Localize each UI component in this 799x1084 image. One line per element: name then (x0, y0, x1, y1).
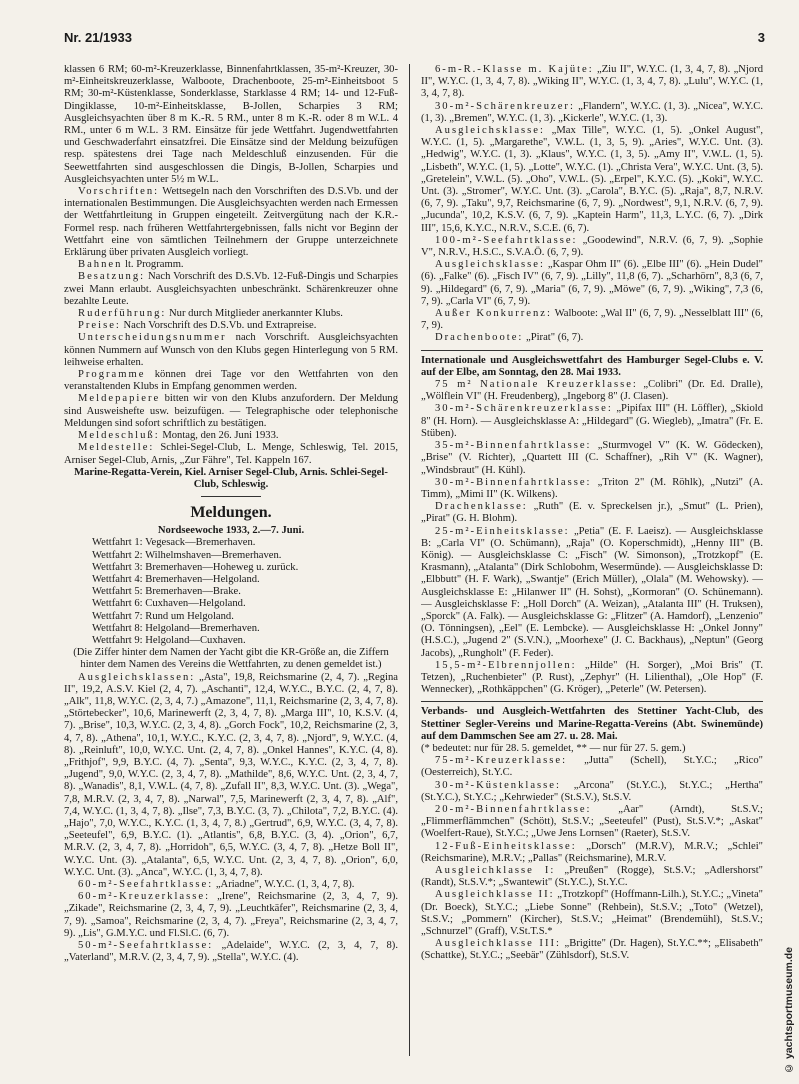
meldeschluss-label: Meldeschluß: (78, 430, 160, 442)
schaeren30-paragraph (421, 101, 763, 125)
meldeschluss-paragraph (64, 430, 398, 442)
ausg3-text: „Brigitte" (Dr. Hagen), St.Y.C.**; „Elisabeth" (Schattke), St.Y.C.; „Seebär" (Zühlsdorf), St.S.V. (421, 938, 763, 962)
sea60-text: „Ariadne", W.Y.C. (1, 3, 4, 7, 8). (213, 879, 355, 890)
kreuz60-paragraph (64, 891, 398, 940)
unter-paragraph (64, 332, 398, 369)
schaer30-text: „Pipifax III" (H. Löffler), „Skiold 8" (H. Horn). — Ausgleichsklasse A: „Hildegard" (G. Wiegleb), „Imatra" (Fr. E. Stüben). (421, 403, 763, 439)
divider-rule (421, 701, 763, 702)
vorschriften-label: Vorschriften: (78, 186, 160, 198)
ausg2-text: „Trotzkopf" (Hoffmann-Lilh.), St.Y.C.; „Vineta" (Dr. Boeck), St.Y.C.; „Liebe Sonne" (Rehbein), St.S.V.; „Toto" (Wetzel), St.S.V.; „Pommern" (Kircher), St.S.V.; „Heimat" (Brendemühl), St.S.V.; „Schnurzel" (Graff), V.St.T.S.* (421, 889, 763, 938)
sea100-label: 100-m²-Seefahrtklasse: (435, 234, 578, 246)
schaeren30-label: 30-m²-Schärenkreuzer: (435, 100, 575, 112)
bahnen-text: lt. Programm. (122, 259, 184, 271)
drachen-text: „Pirat" (6, 7). (523, 332, 584, 344)
wettfahrt-item: Wettfahrt 5: Bremerhaven—Brake. (92, 586, 241, 598)
ausg2-paragraph (421, 889, 763, 938)
meldepapiere-label: Meldepapiere (78, 393, 161, 405)
dingi12-label: 12-Fuß-Einheitsklasse: (435, 840, 577, 852)
programme-text: können drei Tage vor den Wettfahrten von den veranstaltenden Klubs in Empfang genommen werden. (64, 369, 398, 393)
kajuete-paragraph (421, 64, 763, 101)
binnen30-paragraph (421, 477, 763, 501)
ruder-text: Nur durch Mitglieder anerkannter Klubs. (166, 308, 343, 320)
ausgl-label: Ausgleichsklasse: (435, 125, 545, 137)
ausg1-text: „Preußen" (Rogge), St.S.V.; „Adlershorst" (Randt), St.S.V.*; „Swantewit" (St.Y.C.), St.Y.C. (421, 865, 763, 889)
nat75-paragraph (421, 379, 763, 403)
schaer30-paragraph (421, 403, 763, 440)
divider-rule (201, 496, 261, 497)
drachenkl-label: Drachenklasse: (435, 501, 528, 513)
nat75-label: 75 m² Nationale Kreuzerklasse: (435, 379, 638, 391)
meldeschluss-text: Montag, den 26. Juni 1933. (159, 430, 279, 442)
ausgl-text: „Max Tille", W.Y.C. (1, 5). „Onkel August", W.Y.C. (1, 5). „Margarethe", V.W.L. (1, 3, 5, 9). „Aries", W.Y.C. Unt. (3). „Hedwig", W.Y.C. (1, 3). „Klaus", W.Y.C. (1, 3, 5). „Amy II", V.W.L. (1, 5). „Lisbeth", W.Y.C. (1, 5). „Lotte", W.Y.C. (1). „Christa Vera", W.Y.C. Unt. (3, 5). „Gretelein", V.W.L. (5). „Oho", V.W.L. (5). „Erpel", K.Y.C. (5). „Koki", W.Y.C. Unt. (3). „Stromer", W.Y.C. Unt. (3). „Carola", B.Y.C. (5). „Raja", 8,7, N.R.V. (6, 7, 9). „Taku", 9,7, Reichsmarine (6, 7, 9). „Nordwest", 9,1, N.R.V. (6, 7, 9). „Jucunda", 10,2, K.S.V. (6, 7, 9). „Kaptein Harm", 11,3, L.Y.C. (6, 7). „Dirk III", 15,6, K.Y.C., N.R.V., S.C.E. (6, 7). (421, 125, 763, 234)
left-column (64, 64, 398, 1056)
meldungen-title: Meldungen. (190, 504, 272, 522)
ausg1-label: Ausgleichklasse I: (435, 865, 556, 876)
meldestelle-text: Schlei-Segel-Club, L. Menge, Schleswig, Tel. 2015, Arniser Segel-Club, Arnis, „Zur Fähre", Tel. Kappeln 167. (64, 442, 398, 466)
dingi12-text: „Dorsch" (M.R.V), M.R.V.; „Schlei" (Reichsmarine), M.R.V.; „Pallas" (Reichsmarine), M.R.V. (421, 840, 763, 864)
ausgl2-text: „Kaspar Ohm II" (6). „Elbe III" (6). „Hein Dudel" (6). „Falke" (6). „Fisch IV" (6, 7, 9). „Lilly", 11,8 (6, 7). „Scharhörn", 8,3 (6, 7, 9). „Hildegard" (6, 7, 9). „Maria" (6, 7, 9). „Möwe" (6, 7, 9). „Wiking", 7,3 (6, 7, 9). „Carla VI" (6, 7, 9). (421, 259, 763, 307)
nat75-text: „Colibri" (Dr. Ed. Dralle), „Wölflein VI" (H. Freudenberg), „Ingeborg 8" (J. Clasen). (421, 379, 763, 403)
ausser-label: Außer Konkurrenz: (435, 308, 552, 320)
ruder-paragraph (64, 308, 398, 320)
right-column (421, 64, 763, 1056)
kuesten30-paragraph (421, 780, 763, 804)
ausgl-paragraph (421, 125, 763, 235)
binnen30-text: „Triton 2" (M. Röhlk), „Nutzi" (A. Timm), „Mimi II" (K. Wilkens). (421, 476, 763, 500)
kreuz75-label: 75-m²-Kreuzerklasse: (435, 755, 568, 767)
wettfahrt-item: Wettfahrt 2: Wilhelmshaven—Bremerhaven. (92, 549, 282, 561)
kreuz75-paragraph (421, 755, 763, 779)
wettfahrt-item: Wettfahrt 3: Bremerhaven—Hoheweg u. zurück. (92, 561, 299, 573)
sea50-label: 50-m²-Seefahrtklasse: (78, 940, 214, 952)
ruder-label: Ruderführung: (78, 308, 167, 320)
meldestelle-label: Meldestelle: (78, 442, 155, 454)
wettfahrt-item: Wettfahrt 8: Helgoland—Bremerhaven. (92, 622, 260, 634)
binnen35-label: 35-m²-Binnenfahrtklasse: (435, 440, 592, 452)
kuesten30-label: 30-m²-Küstenklasse: (435, 779, 561, 791)
kreuz60-label: 60-m²-Kreuzerklasse: (78, 891, 211, 903)
unter-label: Unterscheidungsnummer (78, 332, 227, 344)
watermark: © yachtsportmuseum.de (783, 947, 795, 1074)
wettfahrt-item: Wettfahrt 4: Bremerhaven—Helgoland. (92, 573, 260, 585)
sea50-text: „Adelaide", W.Y.C. (2, 3, 4, 7, 8). „Vaterland", M.R.V. (2, 3, 4, 7, 9). „Stella", W.Y.C. (4). (64, 940, 398, 964)
drachenkl-paragraph (421, 501, 763, 525)
page-header (64, 30, 765, 52)
einheit25-label: 25-m²-Einheitsklasse: (435, 525, 570, 537)
sea100-text: „Goodewind", N.R.V. (6, 7, 9). „Sophie V", N.R.V., H.S.C., S.V.A.Ö. (6, 7, 9). (421, 234, 763, 259)
binnen20-text: „Aar" (Arndt), St.S.V.; „Flimmerflämmchen" (Schött), St.S.V.; „Seeteufel" (Pust), St.S.V.*; „Askat" (Woelfert-Raue), St.Y.C.; „Uwe Jens Lornsen" (Raeter), St.S.V. (421, 803, 763, 840)
sea50-paragraph (64, 940, 398, 964)
ausg2-label: Ausgleichklasse II: (435, 889, 555, 901)
drachenkl-text: „Ruth" (E. v. Spreckelsen jr.), „Smut" (L. Prien), „Pirat" (G. H. Blohm). (421, 501, 763, 525)
besatzung-paragraph (64, 271, 398, 308)
ausgl2-label: Ausgleichsklasse: (435, 259, 545, 271)
dingi12-paragraph (421, 841, 763, 865)
drachen-paragraph (421, 332, 763, 344)
ausser-paragraph (421, 308, 763, 332)
ausg3-paragraph (421, 938, 763, 962)
stettin-note: (* bedeutet: nur für 28. 5. gemeldet, ** — nur für 27. 5. gem.) (421, 742, 686, 754)
ausgleich-text: „Asta", 19,8, Reichsmarine (2, 4, 7). „Regina II", 19,2, A.S.V. Kiel (2, 4, 7). „Aschanti", 12,4, W.Y.C., B.Y.C. (2, 4, 7, 8). „Alk", 11,8, W.Y.C. (2, 3, 4, 7.) „Amazone", 11,1, Reichsmarine (2, 3, 4, 7, 8). „Störtebecker", 10,6, Marinewerft (2, 3, 4, 7, 8). „Marga III", 10, K.S.V. (4, 7). „Brise", 10,3, W.Y.C. (2, 3, 4, 8). „Gorch Fock", 10,2, Reichsmarine (2, 3, 4, 7, 8). „Athena", 10,1, W.Y.C., K.Y.C. (2, 3, 4, 7, 8). „Njord", 9, W.Y.C. (4, 8). „Reinluft", 10,0, W.Y.C. Unt. (2, 4, 7, 8). „Onkel Hannes", K.Y.C. (4, 8). „Frithjof", 9,9, B.Y.C. (4, 7). „Senta", 9,3, W.Y.C., K.Y.C. (2, 3, 4, 7, 8). „Jugend", 9,0, W.Y.C. (2, 3, 4, 7, 8). „Mathilde", 8,6, W.Y.C. Unt. (2, 3, 4, 7, 8). „Wanadis", 8,1, V.W.L. (4, 7, 8). „Zufall II", 8,3, W.Y.C. Unt. (3). „Wega", 7,8, M.R.V. (2, 3, 4, 7, 8). „Narwal", 7,5, Marinewerft (2, 3, 4, 7, 8). „Alf", 7,4, W.Y.C. (1, 3, 4, 7, 8). „Ilse", 7,3, B.Y.C. (3, 7). „Chilota", 7,2, B.Y.C. (4). „Hajo", 7,0, W.Y.C., K.Y.C. (1, 3, 4, 7, 8.) „Gertrud", 6,9, W.Y.C. (3, 4, 7, 8). „Seeteufel", 6,9, B.Y.C. (1). „Atlantis", 6,8, B.Y.C. (3, 4). „Orion", 6,7, M.R.V. (2, 3, 4, 7, 8). „Horridoh", 6,5, W.Y.C. (3, 4, 7, 8). „Hetze Boll II", W.Y.C. Unt. (3). „Atalanta", 6,5, W.Y.C. Unt. (2, 3, 4, 7, 8). „Orion", 6,0, W.Y.C. Unt. (3). „Anca", W.Y.C. (1, 3, 4, 7, 8). (64, 671, 398, 878)
bahnen-paragraph (64, 259, 398, 271)
programme-label: Programme (78, 369, 146, 381)
ziffer-note: (Die Ziffer hinter dem Namen der Yacht gibt die KR-Größe an, die Ziffern hinter dem Namen des Vereins die Wettfahrten, zu denen gemeldet ist.) (73, 647, 389, 671)
column-divider (409, 64, 410, 1056)
elbrenn-label: 15,5-m²-Elbrennjollen: (435, 659, 577, 671)
preise-label: Preise: (78, 320, 121, 332)
preise-paragraph (64, 320, 398, 332)
elbrenn-paragraph (421, 660, 763, 697)
binnen35-text: „Sturmvogel V" (K. W. Gödecken), „Brise" (V. Richter), „Quartett III (C. Schaffner), „Rih V" (K. Wagner), „Windsbraut" (H. Kühl). (421, 440, 763, 476)
schaeren30-text: „Flandern", W.Y.C. (1, 3). „Nicea", W.Y.C. (1, 3). „Bremen", W.Y.C. (1, 3). „Kickerle", W.Y.C. (1, 3). (421, 100, 763, 124)
schaer30-label: 30-m²-Schärenkreuzerklasse: (435, 403, 613, 415)
page-number: 3 (757, 30, 765, 45)
meldepapiere-paragraph (64, 393, 398, 430)
programme-paragraph (64, 369, 398, 393)
stettin-heading: Verbands- und Ausgleich-Wettfahrten des Stettiner Yacht-Club, des Stettiner Segler-Vereins und Marine-Regatta-Vereins (Abt. Swinemünde) auf dem Dammschen See am 27. u. 28. Mai. (421, 706, 763, 742)
sea60-paragraph (64, 879, 398, 891)
sea60-label: 60-m²-Seefahrtklasse: (78, 879, 214, 890)
ausg3-label: Ausgleichklasse III: (435, 938, 561, 950)
elbrenn-text: „Hilde" (H. Sorger), „Moi Bris" (T. Tetzen), „Ruchenbieter" (P. Rust), „Zephyr" (H. Lilienthal), „Ole Hop" (F. Wennecker), „Rothkäppchen" (G. Kröger), „Peterle" (W. Petersen). (421, 659, 763, 696)
besatzung-label: Besatzung: (78, 271, 146, 283)
binnen20-label: 20-m²-Binnenfahrtklasse: (435, 803, 592, 815)
wettfahrt-item: Wettfahrt 6: Cuxhaven—Helgoland. (92, 598, 246, 610)
wettfahrt-item: Wettfahrt 1: Vegesack—Bremerhaven. (92, 537, 256, 549)
wettfahrt-item: Wettfahrt 9: Helgoland—Cuxhaven. (92, 634, 246, 646)
binnen20-paragraph (421, 804, 763, 841)
unter-text: nach Vorschrift. Ausgleichsyachten können Nummern auf Wunsch von den Klubs gegen Hinterlegung von 5 RM. leihweise erhalten. (64, 332, 398, 368)
issue-number: Nr. 21/1933 (64, 30, 132, 45)
divider-rule (421, 350, 763, 351)
sea100-paragraph (421, 235, 763, 259)
kajuete-label: 6-m-R.-Klasse m. Kajüte: (435, 64, 594, 75)
binnen35-paragraph (421, 440, 763, 477)
preise-text: Nach Vorschrift des D.S.Vb. und Extrapreise. (120, 320, 317, 332)
fee-paragraph: klassen 6 RM; 60-m²-Kreuzerklasse, Binnenfahrtklassen, 35-m²-Kreuzer, 30-m²-Einheitskreuzerklasse, Walboote, Drachenboote, 25-m²-Einheitsboot 5 RM; 30-m²-Küstenklasse, Sonderklasse, Starklasse 4 RM; 14- und 12-Fuß-Dingiklasse, 10-m²-Einheitsklasse, B-Jollen, Scharpies 3 RM; Ausgleichsyachten über 8 m K.-R. 5 RM., unter 8 m K.-R. oder 8 m W.L. 4 RM., unter 6 m W.L. 3 RM. Einsätze für jede Wettfahrt. Jugendwettfahrten und Geschwaderfahrt einsatzfrei. Die Einsätze sind der Meldung beizufügen resp. spätestens drei Tage nach Meldeschluß einzusenden. Für die Seewettfahrten sind ausgeschlossen die Dingis, B-Jollen, Scharpies und Ausgleichsyachten unter 5½ m W.L. (64, 64, 398, 185)
ausgleich-label: Ausgleichsklassen: (78, 671, 196, 683)
binnen30-label: 30-m²-Binnenfahrtklasse: (435, 476, 592, 488)
elbe-heading: Internationale und Ausgleichswettfahrt des Hamburger Segel-Clubs e. V. auf der Elbe, am Sonntag, den 28. Mai 1933. (421, 354, 763, 378)
einheit25-text: „Petia" (E. F. Laeisz). — Ausgleichsklasse B: „Carla VI" (O. Schümann), „Raja" (O. Koperschmidt), „Henny III" (B. König). — Ausgleichsklasse C: „Fisch" (W. Simonson), „Trotzkopf" (E. Krasmann), „Atalanta" (Dirk Schlobohm, Wesermünde). — Ausgleichsklasse D: „Elbbutt" (H. F. Wark), „Swantje" (Erich Müller), „Olala" (M. Wehowsky). — Ausgleichsklasse E: „Hilanwer II" (H. Sohst), „Kormoran" (O. Schünemann). — Ausgleichsklasse F: „Holl Dorch" (A. Weizan), „Atalanta III" (H. Truksen), „Sporck" (A. Falk). — Ausgleichsklasse G: „Flitzer" (A. Hamdorf), „Lenzenio" (O. Tönningsen), „Eel" (E. Lembcke). — Ausgleichsklasse H: „Onkel Jonny" (H.S.C.), „Jugend 2" (S.V.N.), „Moorhexe" (J. C. Backhaus), „Neptun" (Georg Jacobs), „Rungholt" (F. Feder). (421, 525, 763, 659)
nordseewoche-title: Nordseewoche 1933, 2.—7. Juni. (157, 525, 305, 537)
meldepapiere-text: bitten wir von den Klubs anzufordern. Der Meldung sind Ausweishefte usw. beizufügen. — Telegraphische oder telephonische Meldungen sind sofort schriftlich zu bestätigen. (64, 393, 398, 429)
ausgleich-paragraph (64, 672, 398, 879)
ausgl2-paragraph (421, 259, 763, 308)
drachen-label: Drachenboote: (435, 332, 524, 344)
vorschriften-paragraph (64, 186, 398, 259)
kuesten30-text: „Arcona" (St.Y.C.), St.Y.C.; „Hertha" (St.Y.C.), St.Y.C.; „Kehrwieder" (St.S.V.), St.S.V. (421, 779, 763, 803)
kreuz75-text: „Jutta" (Schell), St.Y.C.; „Rico" (Oesterreich), St.Y.C. (421, 755, 763, 779)
vorschriften-text: Wettsegeln nach den Vorschriften des D.S.Vb. und der internationalen Bestimmungen. Die Ausgleichsyachten werden nach Ermessen der Wettfahrtleitung in Gruppen eingeteilt. Zeitvergütung nach der K.R.-Formel resp. nach früheren Wettfahrtergebnissen, falls nicht vor Beginn der Wettfahrt eine von sämtlichen Teilnehmern der Gruppe unterzeichnete Erklärung über privaten Ausgleich vorliegt. (64, 186, 398, 259)
organizers-line: Marine-Regatta-Verein, Kiel. Arniser Segel-Club, Arnis. Schlei-Segel-Club, Schleswig. (74, 466, 388, 490)
wettfahrt-list (64, 537, 398, 647)
meldestelle-paragraph (64, 442, 398, 466)
kajuete-text: „Ziu II", W.Y.C. (1, 3, 4, 7, 8). „Njord II", W.Y.C. (1, 3, 4, 7, 8). „Wiking II", W.Y.C. (1, 3, 4, 7, 8). „Lulu", W.Y.C. (1, 3, 4, 7, 8). (421, 64, 763, 100)
kreuz60-text: „Irene", Reichsmarine (2, 3, 4, 7, 9). „Zikade", Reichsmarine (2, 3, 4, 7, 9). „Leuchtkäfer", Reichsmarine (2, 3, 4, 7, 9). „Samoa", Reichsmarine (2, 3, 4, 7). „Freya", Reichsmarine (2, 3, 4, 7, 9). „Lis", G.M.Y.C. und Fl.Sl.C. (6, 7). (64, 891, 398, 939)
wettfahrt-item: Wettfahrt 7: Rund um Helgoland. (92, 610, 234, 622)
besatzung-text: Nach Vorschrift des D.S.Vb. 12-Fuß-Dingis und Scharpies zwei Mann erlaubt. Ausgleichsyachten unbeschränkt. Schärenkreuzer ohne bezahlte Leute. (64, 271, 398, 307)
einheit25-paragraph (421, 526, 763, 660)
bahnen-label: Bahnen (78, 259, 123, 271)
ausser-text: Walboote: „Wal II" (6, 7, 9). „Nesselblatt III" (6, 7, 9). (421, 308, 763, 332)
ausg1-paragraph (421, 865, 763, 889)
